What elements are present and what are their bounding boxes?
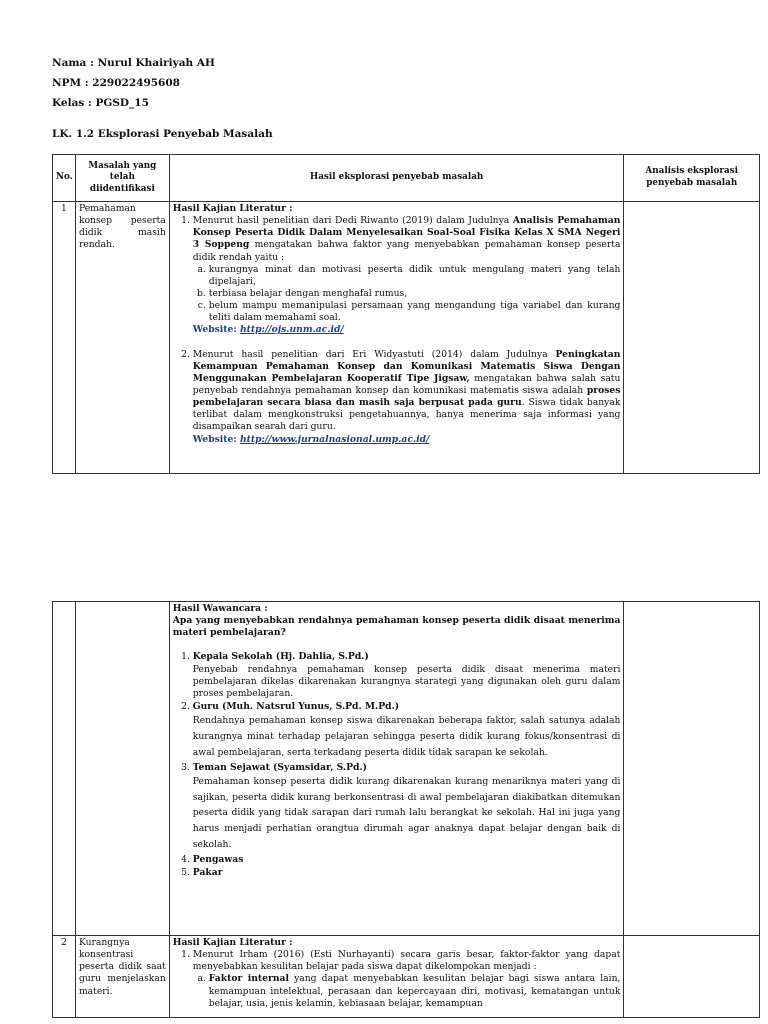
item-bold-text: Peningkatan Kemampuan Pemahaman Konsep dan Komunikasi Matematis Siswa Dengan Menggunakan Pembelajaran Kooperatif Tipe Jigsaw,	[192, 348, 621, 384]
list-item	[193, 949, 621, 1010]
list-item	[193, 701, 621, 761]
list-item	[193, 651, 621, 700]
item-text: Menurut hasil penelitian dari Eri Widyastuti (2014) dalam Judulnya	[192, 348, 556, 360]
row-findings	[169, 936, 624, 1018]
row-analysis	[624, 936, 760, 1018]
list-item	[193, 349, 621, 446]
item-text: yang dapat menyebabkan kesulitan belajar bagi siswa antara lain, kemampuan intelektual, perasaan dan kepercayaan diri, motivasi, kematangan untuk belajar, usia, jenis kelamin, kebiasaan belajar, kemampuan	[208, 973, 621, 1009]
col-header-analisis: Analisis eksplorasi penyebab masalah	[624, 155, 760, 202]
table-row	[53, 202, 760, 474]
interviewee-title: 3. Teman Sejawat (Syamsidar, S.Pd.)	[192, 761, 368, 773]
sub-list-item: b. terbiasa belajar dengan menghafal rumus,	[209, 288, 621, 300]
row-number	[53, 602, 76, 936]
item-text: . Siswa tidak banyak terlibat dalam mengkonstruksi pengetahuannya, hanya menerima saja informasi yang disampaikan searah dari guru.	[192, 397, 621, 433]
item-bold-text: Analisis Pemahaman Konsep Peserta Didik Dalam Menyelesaikan Soal-Soal Fisika Kelas X SMA Negeri 3 Soppeng	[192, 215, 621, 251]
interview-heading: Hasil Wawancara :	[172, 603, 268, 614]
findings-heading: Hasil Kajian Literatur :	[172, 937, 293, 948]
col-header-hasil: Hasil eksplorasi penyebab masalah	[169, 155, 624, 202]
literature-list	[173, 949, 621, 1010]
sub-list-item: c. belum mampu memanipulasi persamaan yang mengandung tiga variabel dan kurang teliti dalam memahami soal.	[209, 300, 621, 324]
interview-answer: Pemahaman konsep peserta didik kurang dikarenakan kurang menariknya materi yang di sajikan, peserta didik kurang berkonsentrasi di awal pembelajaran diakibatkan ditemukan peserta didik yang tidak sarapan dari rumah lalu berangkat ke sekolah. Hal ini juga yang harus menjadi perhatian orangtua dirumah agar anaknya dapat belajar dengan baik di sekolah.	[192, 775, 621, 851]
website-label: Website:	[192, 433, 237, 445]
website-line	[193, 434, 621, 446]
interviewee-title: 5. Pakar	[192, 867, 223, 879]
row-number: 1	[53, 202, 76, 474]
item-bold-text: proses pembelajaran secara biasa dan masih saja berpusat pada guru	[192, 384, 621, 409]
interviewee-title: 4. Pengawas	[192, 853, 244, 865]
item-bold-text: Faktor internal	[208, 973, 289, 985]
worksheet-title: LK. 1.2 Eksplorasi Penyebab Masalah	[52, 128, 273, 140]
row-analysis	[624, 202, 760, 474]
table-header-row	[53, 155, 760, 202]
row-problem	[75, 936, 169, 1018]
table-row	[53, 936, 760, 1018]
student-class: Kelas : PGSD_15	[52, 97, 149, 109]
exploration-table-continued	[52, 601, 760, 1018]
list-item	[193, 762, 621, 853]
item-text: Menurut hasil penelitian dari Dedi Riwanto (2019) dalam Judulnya	[192, 215, 513, 227]
sub-list-item: a. kurangnya minat dan motivasi peserta didik untuk mengulang materi yang telah dipelajari,	[209, 264, 621, 288]
sub-list-item	[209, 973, 621, 1009]
interview-answer: Rendahnya pemahaman konsep siswa dikarenakan beberapa faktor, salah satunya adalah kurangnya minat terhadap pelajaran sehingga peserta didik kurang fokus/konsentrasi di awal pembelajaran, serta terkadang peserta didik tidak sarapan ke sekolah.	[192, 715, 621, 758]
sub-list	[193, 264, 621, 325]
row-problem-text: Kurangnya konsentrasi peserta didik saat guru menjelaskan materi.	[78, 937, 166, 997]
website-link[interactable]: http://www.jurnalnasional.ump.ac.id/	[239, 433, 430, 445]
interview-list	[173, 651, 621, 879]
student-npm: NPM : 229022495608	[52, 77, 180, 89]
sub-list	[193, 973, 621, 1009]
website-label: Website:	[192, 324, 237, 336]
interviewee-title: 1. Kepala Sekolah (Hj. Dahlia, S.Pd.)	[192, 651, 369, 663]
website-line	[193, 324, 621, 336]
list-item	[193, 867, 621, 879]
row-findings	[169, 202, 624, 474]
item-text: Menurut Irham (2016) (Esti Nurhayanti) secara garis besar, faktor-faktor yang dapat menyebabkan kesulitan belajar pada siswa dapat dikelompokan menjadi :	[192, 949, 621, 973]
col-header-no: No.	[53, 155, 76, 202]
row-number: 2	[53, 936, 76, 1018]
exploration-table	[52, 154, 760, 474]
item-text: mengatakan bahwa salah satu penyebab rendahnya pemahaman konsep dan komunikasi matematis siswa adalah	[192, 372, 621, 396]
row-problem: Pemahaman konsep peserta didik masih rendah.	[75, 202, 169, 474]
literature-list	[173, 215, 621, 446]
interview-answer: Penyebab rendahnya pemahaman konsep peserta didik disaat menerima materi pembelajaran dikelas dikarenakan kurangnya starategi yang digunakan oleh guru dalam proses pembelajaran.	[192, 663, 621, 699]
interview-question: Apa yang menyebabkan rendahnya pemahaman konsep peserta didik disaat menerima materi pembelajaran?	[172, 615, 621, 639]
row-problem	[75, 602, 169, 936]
findings-heading: Hasil Kajian Literatur :	[172, 203, 293, 214]
item-text: mengatakan bahwa faktor yang menyebabkan pemahaman konsep peserta didik rendah yaitu :	[192, 239, 621, 263]
website-link[interactable]: http://ojs.unm.ac.id/	[239, 324, 344, 336]
list-item	[193, 854, 621, 866]
col-header-masalah: Masalah yang telah diidentifikasi	[75, 155, 169, 202]
row-findings	[169, 602, 624, 936]
student-name: Nama : Nurul Khairiyah AH	[52, 57, 215, 69]
list-item	[193, 215, 621, 348]
interviewee-title: 2. Guru (Muh. Natsrul Yunus, S.Pd. M.Pd.)	[192, 700, 400, 712]
table-row	[53, 602, 760, 936]
row-analysis	[624, 602, 760, 936]
